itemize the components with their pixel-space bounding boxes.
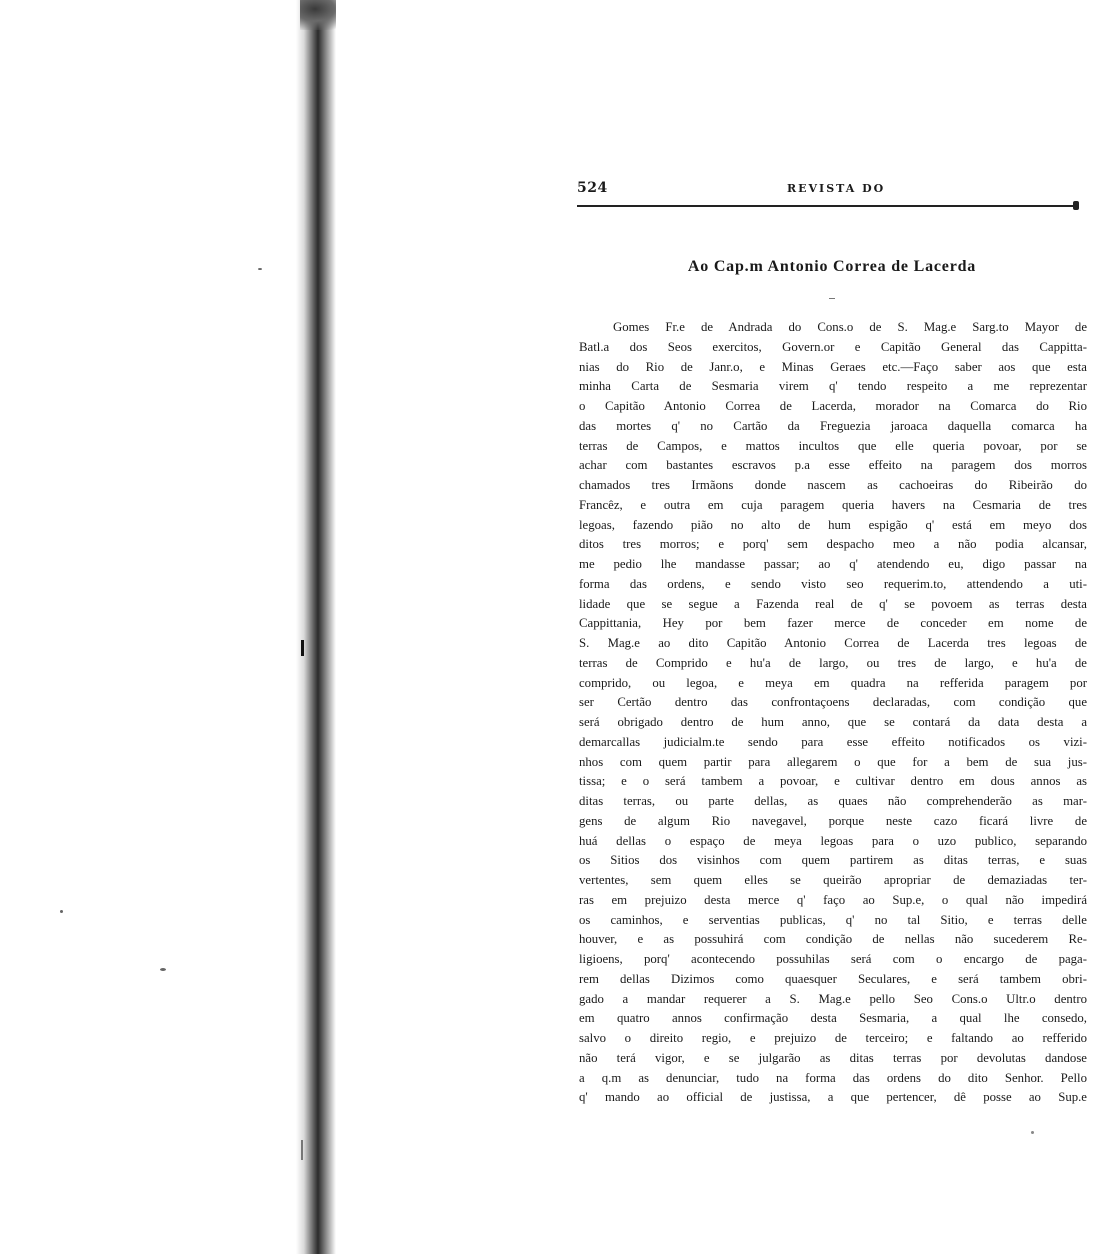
text-line: ser Certão dentro das confrontaçoens declaradas, com condição que [579,695,1087,710]
text-line: os Sitios dos visinhos com quem partirem as ditas terras, e suas [579,853,1087,868]
text-line: S. Mag.e ao dito Capitão Antonio Correa de Lacerda tres legoas de [579,636,1087,650]
text-line: houver, e as possuhirá com condição de nellas não sucederem Re- [579,932,1087,947]
binding-mark [301,640,304,656]
text-line: Francêz, e outra em cuja paragem queria havers na Cesmaria de tres [579,497,1087,512]
book-gutter [296,0,336,1254]
text-line: será obrigado dentro de hum anno, que se contará da data desta a [579,715,1087,729]
document-heading: Ao Cap.m Antonio Correa de Lacerda [687,258,977,275]
text-line: vertentes, sem quem elles se queirão apropriar de demaziadas ter- [579,873,1087,887]
text-line: legoas, fazendo pião no alto de hum espigão q' está em meyo dos [579,517,1087,532]
text-line: comprido, ou legoa, e meya em quadra na refferida paragem por [579,675,1087,690]
text-line: Gomes Fr.e de Andrada do Cons.o de S. Mag.e Sarg.to Mayor de [613,320,1087,334]
text-line: me pedio lhe mandasse passar; ao q' atendendo eu, digo passar na [579,557,1087,571]
body-text [579,318,1087,1108]
text-line: salvo o direito regio, e prejuizo de terceiro; e faltando ao refferido [579,1031,1087,1045]
running-head [577,180,1085,206]
text-line: terras de Comprido e hu'a de largo, ou tres de largo, e hu'a de [579,655,1087,670]
text-line: minha Carta de Sesmaria virem q' tendo respeito a me reprezentar [579,379,1087,394]
journal-title: REVISTA DO [787,182,886,195]
page-speck [60,910,63,913]
text-line: os caminhos, e serventias publicas, q' no tal Sitio, e terras delle [579,912,1087,927]
text-line: nias do Rio de Janr.o, e Minas Geraes etc.—Faço saber aos que esta [579,359,1087,374]
text-line: Cappittania, Hey por bem fazer merce de conceder em nome de [579,616,1087,631]
text-line: Batl.a dos Seos exercitos, Govern.or e Capitão General das Cappitta- [579,339,1087,354]
text-line: tissa; e o será tambem a povoar, e cultivar dentro em dous annos as [579,774,1087,789]
left-facing-page [0,0,300,1254]
page-speck [160,968,166,971]
text-line: em quatro annos confirmação desta Sesmaria, a qual lhe consedo, [579,1011,1087,1026]
text-line: gado a mandar requerer a S. Mag.e pello Seo Cons.o Ultr.o dentro [579,991,1087,1006]
text-line: rem dellas Dizimos como quaesquer Seculares, e será tambem obri- [579,971,1087,986]
text-line: chamados tres Irmãons donde nascem as cachoeiras do Ribeirão do [579,478,1087,492]
text-line: huá dellas o espaço de meya legoas para o uzo publico, separando [579,833,1087,848]
heading-divider [829,298,835,299]
text-line: ras em prejuizo desta merce q' faço ao Sup.e, o qual não impedirá [579,892,1087,907]
text-line: lidade que se segue a Fazenda real de q' se povoem as terras desta [579,596,1087,611]
text-line: das mortes q' no Cartão da Freguezia jaroaca daquella comarca ha [579,418,1087,433]
text-line: achar com bastantes escravos p.a esse effeito na paragem dos morros [579,458,1087,473]
page-speck [1031,1131,1034,1134]
text-line: q' mando ao official de justissa, a que pertencer, dê posse ao Sup.e [579,1090,1087,1105]
text-line: terras de Campos, e mattos incultos que elle queria povoar, por se [579,438,1087,453]
text-line: ligioens, porq' acontecendo possuhilas será com o encargo de paga- [579,952,1087,966]
text-line: não terá vigor, e se julgarão as ditas terras por devolutas dandose [579,1050,1087,1065]
text-line: gens de algum Rio navegavel, porque neste cazo ficará livre de [579,813,1087,828]
text-line: ditas terras, ou parte dellas, as quaes não comprehenderão as mar- [579,794,1087,808]
text-line: ditos tres morros; e porq' sem despacho meo a não podia alcansar, [579,537,1087,552]
text-line: demarcallas judicialm.te sendo para esse effeito notificados os vizi- [579,734,1087,749]
header-rule [577,205,1077,207]
text-line: a q.m as denunciar, tudo na forma das ordens do dito Senhor. Pello [579,1070,1087,1085]
text-line: nhos com quem partir para allegarem o que for a bem de sua jus- [579,754,1087,769]
text-line: o Capitão Antonio Correa de Lacerda, morador na Comarca do Rio [579,399,1087,413]
header-rule-ornament [1073,201,1079,210]
page-number: 524 [577,180,608,196]
binding-mark [301,1140,303,1160]
text-line: forma das ordens, e sendo visto seo requerim.to, attendendo a uti- [579,576,1087,591]
page-speck [258,268,262,270]
